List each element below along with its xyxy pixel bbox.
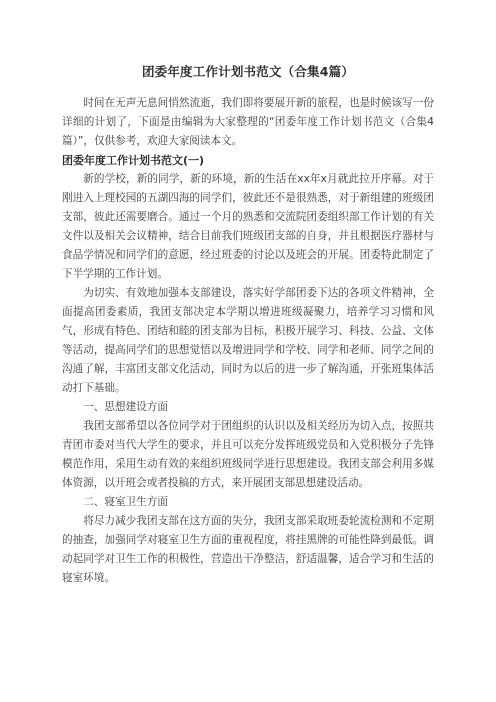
- intro-paragraph: 时间在无声无息间悄然流逝，我们即将要展开新的旅程，也是时候该写一份详细的计划了，下面是由编辑为大家整理的“团委年度工作计划书范文（合集4篇）”，仅供参考，欢迎大家阅读本文。: [62, 97, 434, 147]
- dorm-hygiene-paragraph: 将尽力减少我团支部在这方面的失分，我团支部采取班委轮流检测和不定期的抽查，加强同学对寝室卫生方面的重视程度，将挂黑牌的可能性降到最低。调动起同学对卫生工作的积极性，营造出干净整洁，舒适温馨，适合学习和生活的寝室环境。: [62, 515, 434, 584]
- body-paragraph-1: 新的学校，新的同学，新的环境，新的生活在xx年x月就此拉开序幕。对于刚进入上理校园的五湖四海的同学们，彼此还不是很熟悉，对于新组建的班级团支部，彼此还需要磨合。通过一个月的熟悉和交流院团委组织部工作计划的有关文件以及相关会议精神，结合目前我们班级团支部的自身，并且根据医疗器材与食品学情况和同学们的意愿，经过班委的讨论以及班会的开展。团委特此制定了下半学期的工作计划。: [62, 173, 434, 280]
- ideology-paragraph: 我团支部希望以各位同学对于团组织的认识以及相关经历为切入点，按照共青团市委对当代大学生的要求，并且可以充分发挥班级党员和入党积极分子先锋模范作用，采用生动有效的来组织班级同学进行思想建设。我团支部会利用多媒体资源，以开班会或者投稿的方式，来开展团支部思想建设活动。: [62, 420, 434, 489]
- section-title: 团委年度工作计划书范文(一): [62, 154, 205, 167]
- document-title: 团委年度工作计划书范文（合集4篇）: [141, 64, 355, 79]
- heading-dorm-hygiene: 二、寝室卫生方面: [83, 496, 168, 508]
- body-paragraph-2: 为切实、有效地加强本支部建设，落实好学部团委下达的各项文件精神，全面提高团委素质，我团支部决定本学期以增进班级凝聚力，培养学习习惯和风气，形成有特色、团结和睦的团支部为目标，积极开展学习、科技、公益、文体等活动，提高同学们的思想觉悟以及增进同学和学校、同学和老师、同学之间的沟通了解，丰富团支部文化活动，同时为以后的进一步了解沟通，开张班集体活动打下基础。: [62, 287, 434, 394]
- heading-ideology: 一、思想建设方面: [83, 401, 168, 413]
